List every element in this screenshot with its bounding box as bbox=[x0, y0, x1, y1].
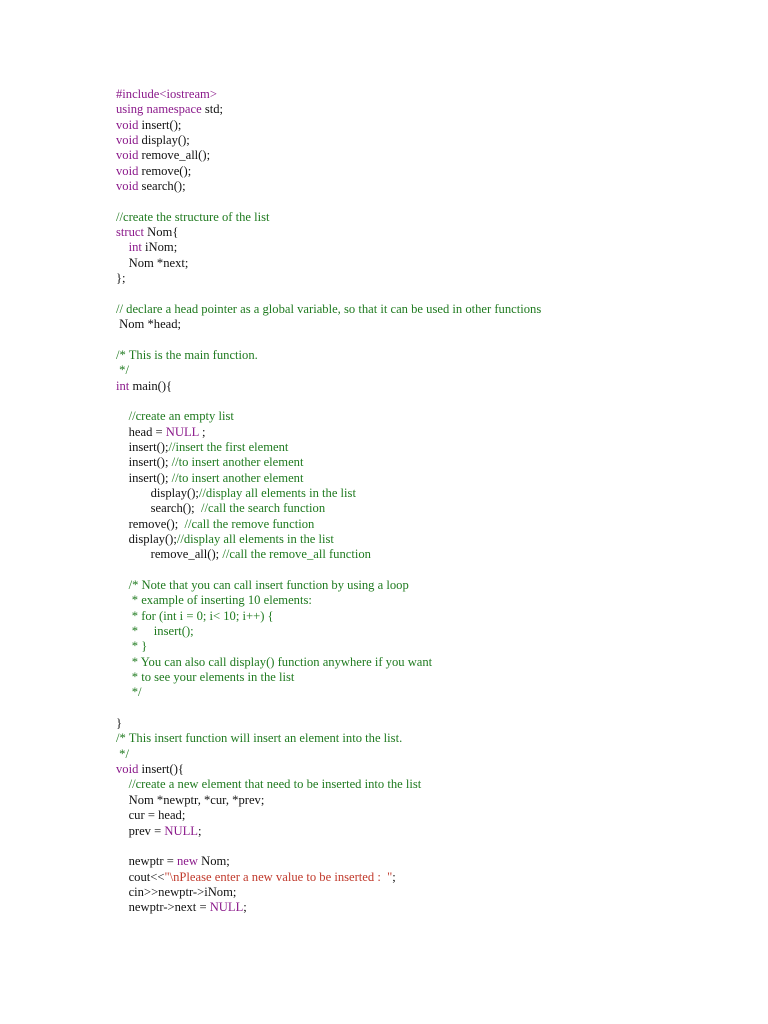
code-text: insert(); bbox=[116, 455, 172, 470]
code-text: head = bbox=[116, 424, 166, 439]
code-text: search(); bbox=[116, 501, 201, 516]
code-text: } bbox=[116, 716, 123, 731]
code-line bbox=[116, 793, 756, 808]
code-comment: //call the search function bbox=[200, 501, 326, 516]
code-line bbox=[116, 164, 756, 179]
code-line bbox=[116, 854, 756, 869]
code-keyword: using namespace bbox=[116, 102, 202, 117]
code-text: ; bbox=[198, 424, 206, 439]
code-line bbox=[116, 716, 756, 731]
code-text: Nom; bbox=[197, 854, 230, 869]
code-keyword: int bbox=[116, 378, 130, 393]
code-text: newptr->next = bbox=[116, 900, 210, 915]
code-line bbox=[116, 486, 756, 501]
code-text bbox=[116, 240, 129, 254]
code-comment: */ bbox=[131, 685, 142, 700]
code-string: "\nPlease enter a new value to be inserted : " bbox=[164, 869, 393, 884]
code-line bbox=[116, 133, 756, 148]
code-keyword: NULL bbox=[165, 424, 199, 439]
code-keyword: void bbox=[116, 762, 139, 777]
code-comment: //display all elements in the list bbox=[176, 531, 334, 546]
code-line bbox=[116, 624, 756, 639]
code-comment: * example of inserting 10 elements: bbox=[131, 593, 312, 608]
code-keyword: int bbox=[128, 240, 142, 255]
code-line bbox=[116, 425, 756, 440]
code-text: insert(); bbox=[138, 117, 182, 132]
code-line bbox=[116, 777, 756, 792]
code-line bbox=[116, 225, 756, 240]
code-comment: */ bbox=[116, 363, 129, 378]
code-text: insert(); bbox=[116, 470, 172, 485]
code-line bbox=[116, 824, 756, 839]
code-text: main(){ bbox=[129, 378, 173, 393]
code-text bbox=[116, 655, 132, 669]
code-line bbox=[116, 593, 756, 608]
code-line bbox=[116, 762, 756, 777]
code-comment: //to insert another element bbox=[171, 455, 304, 470]
code-text: Nom *newptr, *cur, *prev; bbox=[116, 792, 265, 807]
code-comment: * insert(); bbox=[131, 624, 194, 639]
code-text: display(); bbox=[138, 133, 190, 148]
code-text: newptr = bbox=[116, 854, 177, 869]
code-line bbox=[116, 240, 756, 255]
code-text: search(); bbox=[138, 179, 186, 194]
code-line bbox=[116, 194, 756, 209]
code-comment: */ bbox=[116, 746, 129, 761]
code-text bbox=[116, 624, 132, 638]
code-line bbox=[116, 547, 756, 562]
code-text: ; bbox=[197, 823, 202, 838]
code-comment: /* This is the main function. bbox=[116, 347, 258, 362]
code-line bbox=[116, 102, 756, 117]
code-text: }; bbox=[116, 271, 126, 286]
code-text: cin>>newptr->iNom; bbox=[116, 884, 237, 899]
code-comment: /* Note that you can call insert function by using a loop bbox=[128, 578, 409, 592]
code-comment: //create an empty list bbox=[128, 409, 234, 424]
code-text bbox=[116, 409, 129, 423]
code-text bbox=[116, 609, 132, 623]
code-text: cout<< bbox=[116, 869, 165, 884]
code-line bbox=[116, 839, 756, 854]
code-keyword: void bbox=[116, 133, 139, 148]
code-line bbox=[116, 148, 756, 163]
code-text: remove_all(); bbox=[138, 148, 211, 163]
code-line bbox=[116, 670, 756, 685]
code-line bbox=[116, 870, 756, 885]
code-line bbox=[116, 333, 756, 348]
code-text: ; bbox=[243, 900, 247, 915]
code-line bbox=[116, 363, 756, 378]
code-keyword: void bbox=[116, 163, 139, 178]
code-text bbox=[116, 685, 132, 699]
code-text: Nom *head; bbox=[116, 317, 182, 332]
code-text: Nom *next; bbox=[116, 255, 189, 270]
code-line bbox=[116, 808, 756, 823]
code-line bbox=[116, 655, 756, 670]
code-directive: #include<iostream> bbox=[116, 87, 217, 101]
code-text: display(); bbox=[116, 485, 199, 500]
code-line bbox=[116, 317, 756, 332]
code-text: remove(); bbox=[116, 516, 185, 531]
code-line bbox=[116, 731, 756, 746]
code-keyword: void bbox=[116, 179, 139, 194]
code-keyword: struct bbox=[116, 225, 144, 240]
code-comment: //create the structure of the list bbox=[116, 209, 270, 224]
code-comment: //call the remove function bbox=[184, 516, 315, 531]
code-text: insert(){ bbox=[138, 762, 184, 777]
code-comment: //call the remove_all function bbox=[222, 547, 371, 562]
code-line bbox=[116, 747, 756, 762]
code-line bbox=[116, 440, 756, 455]
code-line bbox=[116, 271, 756, 286]
code-keyword: void bbox=[116, 117, 139, 132]
code-comment: * for (int i = 0; i< 10; i++) { bbox=[131, 608, 274, 623]
code-line bbox=[116, 578, 756, 593]
code-text bbox=[116, 639, 132, 653]
code-line bbox=[116, 501, 756, 516]
code-text: cur = head; bbox=[116, 808, 186, 823]
code-comment: //to insert another element bbox=[171, 470, 304, 485]
code-line bbox=[116, 701, 756, 716]
code-line bbox=[116, 302, 756, 317]
code-keyword: new bbox=[176, 854, 198, 869]
code-line bbox=[116, 256, 756, 271]
code-comment: //insert the first element bbox=[168, 439, 289, 454]
code-text bbox=[116, 578, 129, 592]
code-text bbox=[116, 777, 129, 791]
code-line bbox=[116, 563, 756, 578]
code-text: remove_all(); bbox=[116, 547, 223, 562]
code-block bbox=[116, 87, 756, 916]
code-comment: * to see your elements in the list bbox=[131, 670, 295, 685]
code-text: remove(); bbox=[138, 163, 192, 178]
code-line bbox=[116, 179, 756, 194]
code-comment: //create a new element that need to be inserted into the list bbox=[128, 777, 422, 792]
code-line bbox=[116, 409, 756, 424]
code-line bbox=[116, 885, 756, 900]
code-line bbox=[116, 118, 756, 133]
code-text: prev = bbox=[116, 823, 165, 838]
code-line bbox=[116, 471, 756, 486]
code-line bbox=[116, 455, 756, 470]
code-text bbox=[116, 670, 132, 684]
code-line bbox=[116, 394, 756, 409]
code-line bbox=[116, 685, 756, 700]
code-text: insert(); bbox=[116, 439, 169, 454]
code-comment: * } bbox=[131, 639, 148, 654]
code-line bbox=[116, 348, 756, 363]
code-comment: * You can also call display() function anywhere if you want bbox=[131, 654, 433, 669]
code-comment: /* This insert function will insert an element into the list. bbox=[116, 731, 403, 746]
code-line bbox=[116, 210, 756, 225]
code-text: Nom{ bbox=[143, 225, 179, 240]
code-comment: //display all elements in the list bbox=[198, 485, 356, 500]
code-line bbox=[116, 532, 756, 547]
code-line bbox=[116, 900, 756, 915]
code-line bbox=[116, 87, 756, 102]
code-keyword: void bbox=[116, 148, 139, 163]
code-line bbox=[116, 639, 756, 654]
code-keyword: NULL bbox=[164, 823, 198, 838]
code-comment: // declare a head pointer as a global variable, so that it can be used in other functions bbox=[116, 301, 542, 316]
code-line bbox=[116, 286, 756, 301]
code-line bbox=[116, 379, 756, 394]
code-text: iNom; bbox=[141, 240, 178, 255]
code-text bbox=[116, 593, 132, 607]
code-keyword: NULL bbox=[209, 900, 244, 915]
code-text: ; bbox=[392, 869, 396, 884]
code-text: display(); bbox=[116, 531, 177, 546]
code-line bbox=[116, 609, 756, 624]
code-text: std; bbox=[201, 102, 224, 117]
code-line bbox=[116, 517, 756, 532]
